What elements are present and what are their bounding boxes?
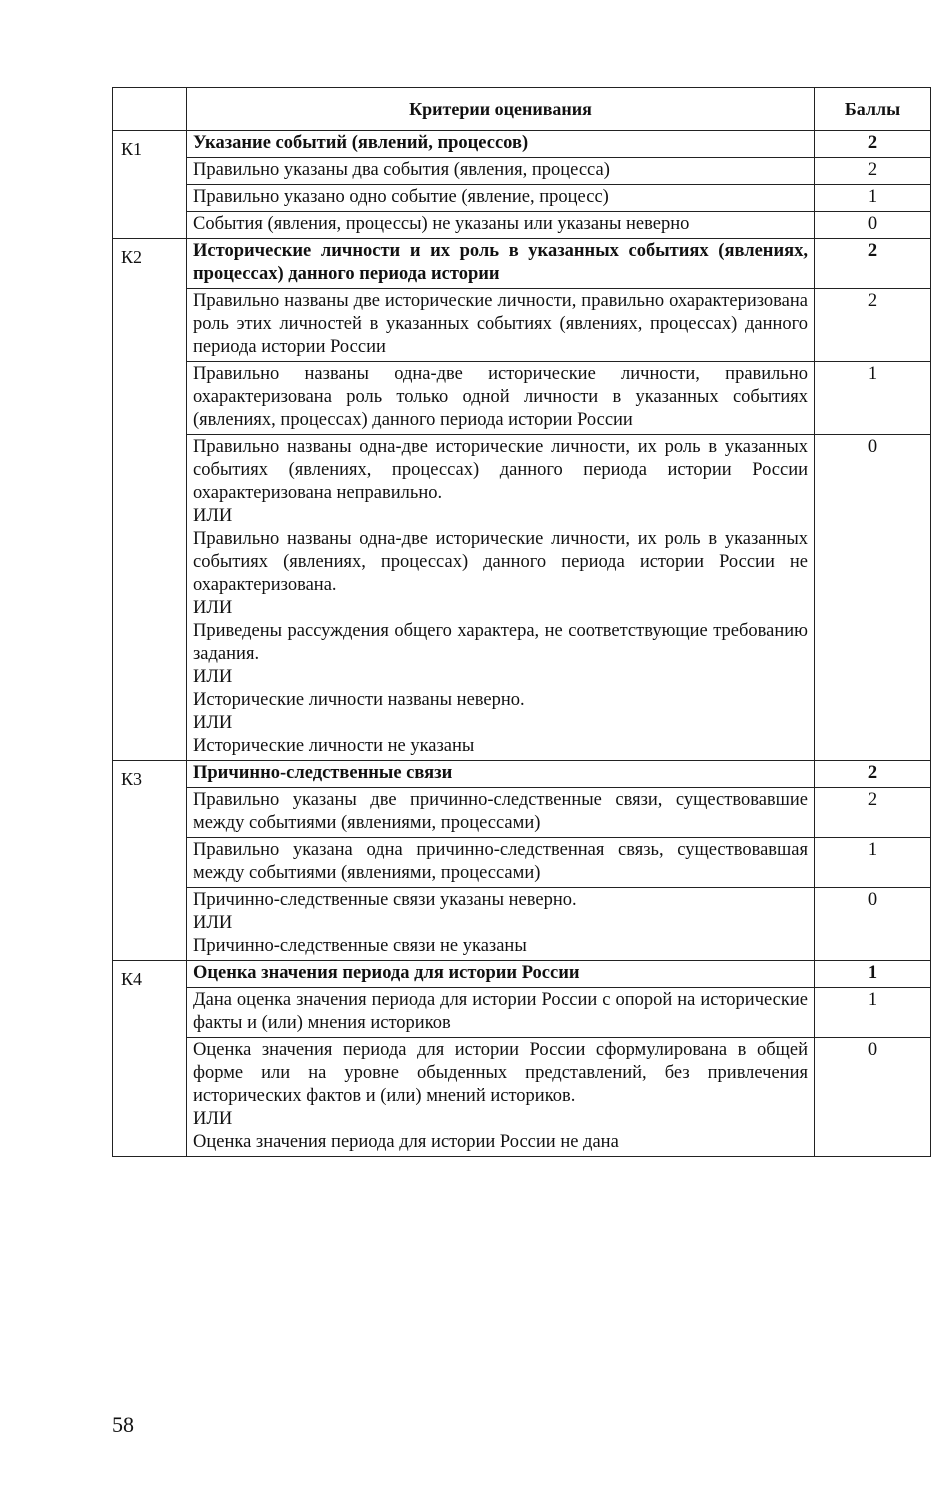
or-separator: ИЛИ	[193, 1109, 233, 1129]
criterion-header-row	[113, 761, 931, 788]
description-paragraph: Правильно указана одна причинно-следственная связь, существовавшая между событиями (явлениями, процессами)	[193, 840, 808, 883]
criterion-description	[187, 362, 815, 435]
criterion-level-row	[113, 435, 931, 761]
criterion-level-row	[113, 788, 931, 838]
level-points: 1	[815, 362, 931, 435]
criterion-description	[187, 838, 815, 888]
criterion-max-points: 1	[815, 961, 931, 988]
header-row	[113, 88, 931, 131]
criterion-header-row	[113, 239, 931, 289]
level-points: 0	[815, 1038, 931, 1157]
criterion-description	[187, 435, 815, 761]
level-points: 2	[815, 788, 931, 838]
criterion-code: К2	[113, 239, 187, 761]
description-paragraph: Исторические личности названы неверно.	[193, 690, 525, 710]
criterion-level-row	[113, 185, 931, 212]
level-points: 0	[815, 435, 931, 761]
header-code	[113, 88, 187, 131]
description-paragraph: Правильно указаны две причинно-следственные связи, существовавшие между событиями (явлениями, процессами)	[193, 790, 808, 833]
description-paragraph: Дана оценка значения периода для истории России с опорой на исторические факты и (или) мнения историков	[193, 990, 808, 1033]
criterion-level-row	[113, 362, 931, 435]
or-separator: ИЛИ	[193, 667, 233, 687]
header-points: Баллы	[815, 88, 931, 131]
level-points: 2	[815, 289, 931, 362]
description-paragraph: Оценка значения периода для истории России сформулирована в общей форме или на уровне обыденных представлений, без привлечения исторических фактов и (или) мнений историков.	[193, 1040, 808, 1106]
or-separator: ИЛИ	[193, 506, 233, 526]
description-paragraph: Правильно названы одна-две исторические личности, правильно охарактеризована роль только одной личности в указанных событиях (явлениях, процессах) данного периода истории России	[193, 364, 808, 430]
criterion-code: К3	[113, 761, 187, 961]
page-number: 58	[112, 1412, 134, 1437]
criterion-level-row	[113, 1038, 931, 1157]
level-points: 1	[815, 988, 931, 1038]
description-paragraph: Правильно названы две исторические личности, правильно охарактеризована роль этих личностей в указанных событиях (явлениях, процессах) данного периода истории России	[193, 291, 808, 357]
criterion-max-points: 2	[815, 761, 931, 788]
criterion-title: Исторические личности и их роль в указанных событиях (явлениях, процессах) данного периода истории	[187, 239, 815, 289]
criterion-description	[187, 185, 815, 212]
description-paragraph: Оценка значения периода для истории России не дана	[193, 1132, 619, 1152]
criterion-description	[187, 158, 815, 185]
criterion-code: К1	[113, 131, 187, 239]
criterion-code: К4	[113, 961, 187, 1157]
criterion-level-row	[113, 888, 931, 961]
description-paragraph: Исторические личности не указаны	[193, 736, 475, 756]
description-paragraph: Причинно-следственные связи не указаны	[193, 936, 527, 956]
criterion-max-points: 2	[815, 239, 931, 289]
description-paragraph: События (явления, процессы) не указаны или указаны неверно	[193, 214, 690, 234]
description-paragraph: Правильно указаны два события (явления, процесса)	[193, 160, 610, 180]
criterion-description	[187, 289, 815, 362]
level-points: 0	[815, 212, 931, 239]
criterion-description	[187, 988, 815, 1038]
description-paragraph: Причинно-следственные связи указаны неверно.	[193, 890, 577, 910]
criterion-title: Указание событий (явлений, процессов)	[187, 131, 815, 158]
criterion-header-row	[113, 131, 931, 158]
criterion-level-row	[113, 838, 931, 888]
level-points: 1	[815, 838, 931, 888]
criterion-description	[187, 1038, 815, 1157]
criterion-level-row	[113, 289, 931, 362]
or-separator: ИЛИ	[193, 598, 233, 618]
description-paragraph: Правильно названы одна-две исторические личности, их роль в указанных событиях (явлениях, процессах) данного периода истории России охарактеризована неправильно.	[193, 437, 808, 503]
criterion-max-points: 2	[815, 131, 931, 158]
header-criteria: Критерии оценивания	[187, 88, 815, 131]
criterion-level-row	[113, 988, 931, 1038]
criterion-title: Оценка значения периода для истории России	[187, 961, 815, 988]
description-paragraph: Правильно названы одна-две исторические личности, их роль в указанных событиях (явлениях, процессах) данного периода истории России не охарактеризована.	[193, 529, 808, 595]
criterion-description	[187, 888, 815, 961]
description-paragraph: Приведены рассуждения общего характера, не соответствующие требованию задания.	[193, 621, 808, 664]
level-points: 0	[815, 888, 931, 961]
criterion-description	[187, 212, 815, 239]
criteria-table	[112, 87, 931, 1157]
criterion-title: Причинно-следственные связи	[187, 761, 815, 788]
criterion-header-row	[113, 961, 931, 988]
description-paragraph: Правильно указано одно событие (явление, процесс)	[193, 187, 609, 207]
criterion-level-row	[113, 158, 931, 185]
level-points: 2	[815, 158, 931, 185]
level-points: 1	[815, 185, 931, 212]
criterion-level-row	[113, 212, 931, 239]
or-separator: ИЛИ	[193, 713, 233, 733]
criterion-description	[187, 788, 815, 838]
or-separator: ИЛИ	[193, 913, 233, 933]
